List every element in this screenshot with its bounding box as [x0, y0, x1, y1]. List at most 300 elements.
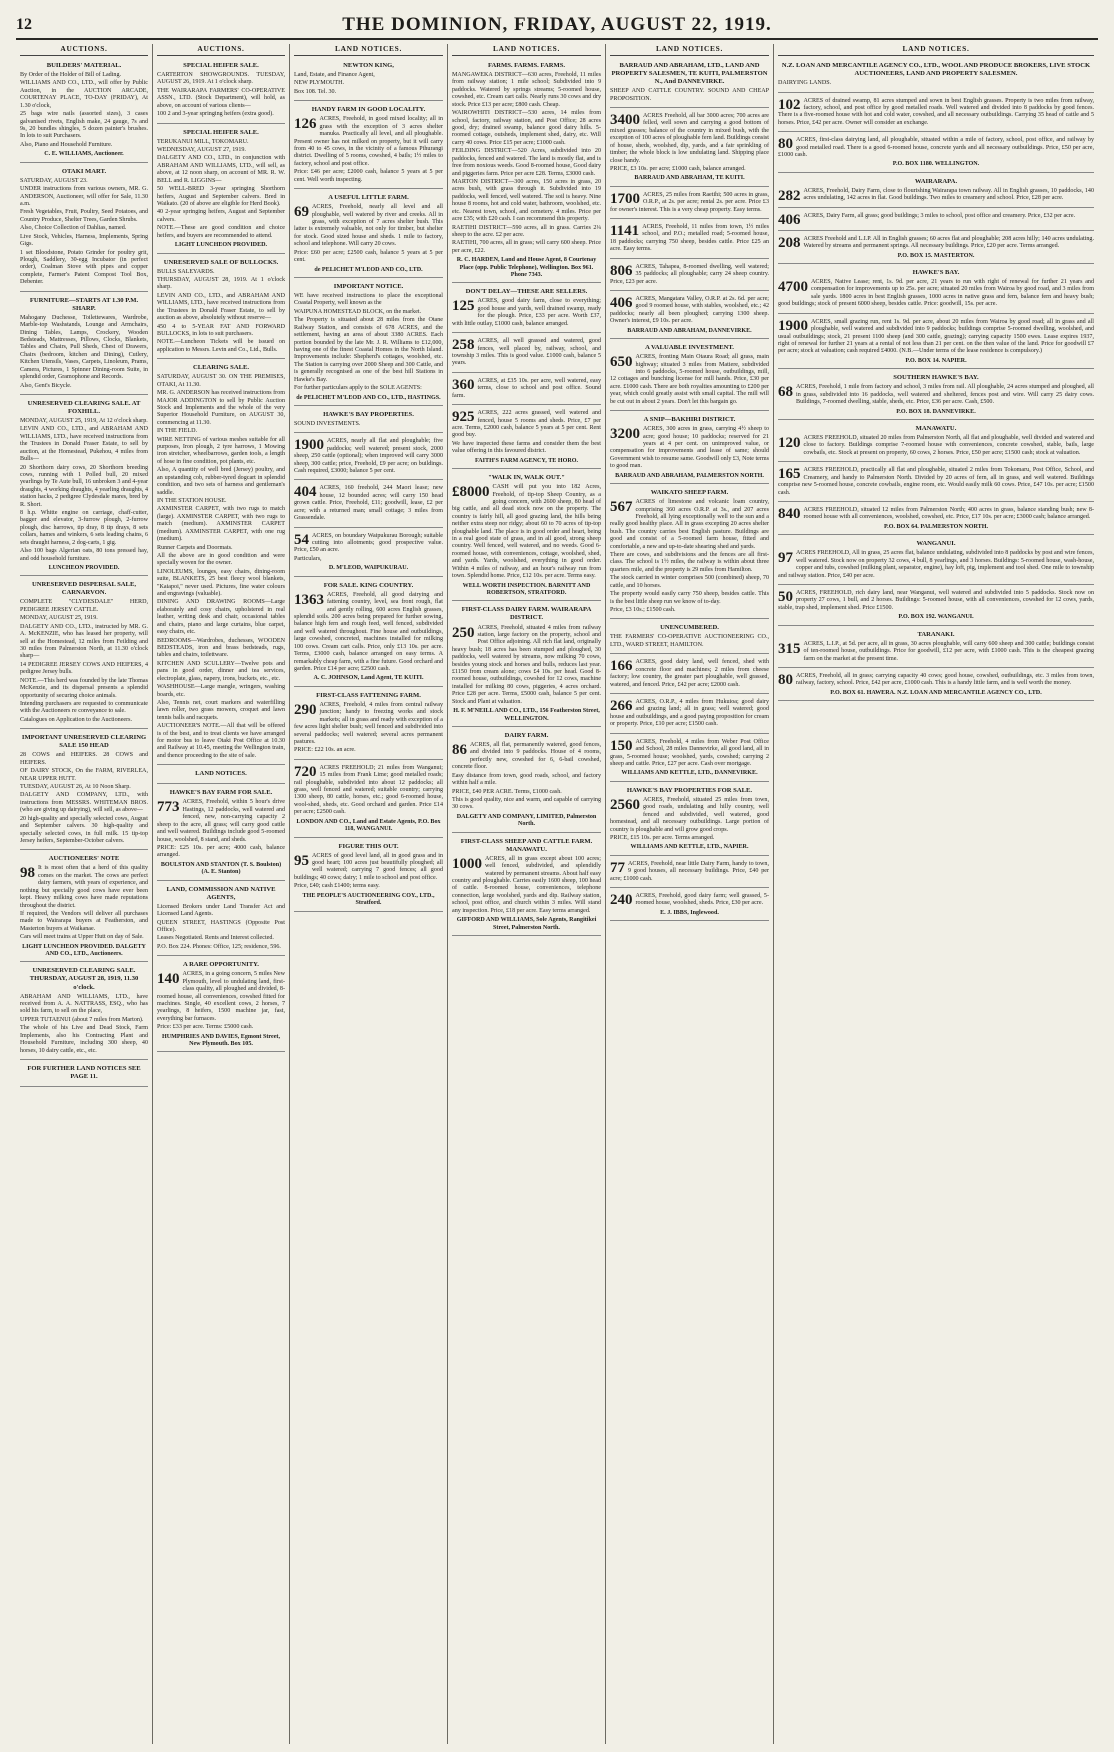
- ad-signature: P.O. BOX 64. PALMERSTON NORTH.: [884, 523, 988, 530]
- ad-text: ACRES, 25 miles from Raetihi; 500 acres in grass, O.R.P., at 2s. per acre; rental 2s. per acre. Price £3 for owner's interest. This is a very cheap property. Easy terms.: [610, 191, 769, 213]
- advertisement: [157, 59, 285, 124]
- ad-heading: FIRST-CLASS FATTENING FARM.: [316, 691, 421, 699]
- ad-heading: FARMS. FARMS. FARMS.: [487, 62, 566, 70]
- ad-text: Price: £60 per acre; £2500 cash, balance 5 years at 5 per cent.: [294, 249, 443, 264]
- ad-text: SATURDAY, AUGUST 23.: [20, 177, 88, 184]
- ad-text: Catalogues on Application to the Auctioneers.: [20, 716, 133, 723]
- ad-text: WEDNESDAY, AUGUST 27, 1919.: [157, 147, 246, 154]
- ad-acreage: 150: [610, 737, 633, 754]
- ad-signature: THE PEOPLE'S AUCTIONEERING COY., LTD., Stratford.: [302, 892, 435, 907]
- advertisement: [778, 464, 1094, 502]
- ad-text: ACRES, FREEHOLD, rich dairy land, near Wanganui, well watered and subdivided into 5 paddocks. Stock now on property 27 cows, 1 bull, and 2 horses. Buildings: 5-roomed house, with all conveniences, cowshed for 12 cows, yards, stable, trap shed, implement shed. Price £1500.: [778, 589, 1094, 611]
- column-heading: LAND NOTICES.: [294, 44, 443, 56]
- advertisement: [452, 375, 601, 405]
- ad-text: Price: £33 per acre. Terms: £5000 cash.: [157, 1024, 254, 1031]
- ad-heading: A USEFUL LITTLE FARM.: [328, 194, 409, 202]
- ad-text: OF DAIRY STOCK, On the FARM, RIVERLEA, NEAR UPPER HUTT.: [20, 768, 148, 782]
- ad-acreage: 95: [294, 852, 309, 869]
- ad-text: DALGETY AND CO., LTD., instructed by MR. G. A. McKENZIE, who has leased her property, will sell at the Homestead, 12 miles from Feilding and 30 miles from Palmerston North, at 11.30 o'clock sharp—: [20, 623, 148, 660]
- advertisement: [294, 103, 443, 189]
- ad-signature: P.O. BOX 192. WANGANUI.: [898, 614, 974, 621]
- ad-heading: CLEARING SALE.: [192, 364, 250, 372]
- ad-text: SHEEP AND CATTLE COUNTRY. SOUND AND CHEAP PROPOSITION.: [610, 88, 769, 102]
- ad-signature: D. M'LEOD, WAIPUKURAU.: [328, 565, 409, 572]
- ad-text: The property would easily carry 750 sheep, besides cattle. This is the best little sheep run we know of to-day.: [610, 591, 769, 605]
- column-heading: AUCTIONS.: [20, 44, 148, 56]
- advertisement: [778, 587, 1094, 626]
- ad-signature: A. C. JOHNSON, Land Agent, TE KUITI.: [313, 675, 424, 682]
- ad-acreage: 266: [610, 697, 633, 714]
- ad-text: ACRES, Freehold, Dairy Farm, close to flourishing Wairarapa town railway. All in English grasses, 10 paddocks, 140 acres undulating, 142 acres in flat. Good buildings. Two miles to creamery and school. Price, £28 per acre.: [803, 187, 1094, 202]
- advertisement: [452, 603, 601, 727]
- ad-signature: LUNCHEON PROVIDED.: [48, 565, 120, 571]
- advertisement: [20, 59, 148, 163]
- ad-text: ACRES, all in grass except about 100 acres; well fenced, subdivided, and splendidly watered by permanent streams. About half easy country and ploughable. Carries easily 1600 sheep, 100 head of cattle. 8-roomed house, conveniences, telephone connection, large woolshed, yards and dip. Railway station, school, post office, and church within 3 miles. Will stand any inspection. Price, £18 per acre. Easy terms arranged.: [452, 855, 601, 914]
- ad-text: ACRES, Mangatara Valley, O.R.P. at 2s. 6d. per acre; good 9 roomed house, with stables, woolshed, etc.; 42 paddocks; nearly all been ploughed; carrying 1300 sheep. Owner's interest, £9 10s. per acre.: [610, 295, 769, 325]
- ad-text: IN THE FIELD.: [157, 428, 197, 435]
- ad-acreage: 250: [452, 624, 475, 641]
- ad-text: ACRES, at £35 10s. per acre, well watered, easy terms, close to school and post office. Sound farm.: [452, 377, 601, 399]
- ad-signature: LIGHT LUNCHEON PROVIDED.: [174, 242, 268, 249]
- ad-text: Also 100 bags Algerian oats, 80 tons pressed hay, and odd household furniture.: [20, 548, 148, 562]
- ad-signature: WILLIAMS AND KETTLE, LTD., DANNEVIRKE.: [621, 770, 758, 777]
- ad-heading: UNENCUMBERED.: [660, 624, 719, 632]
- ad-heading: HAWKE'S BAY FARM FOR SALE.: [169, 789, 273, 797]
- ad-text: MONDAY, AUGUST 25, 1919, At 12 o'clock sharp.: [20, 417, 148, 424]
- ad-text: Box 108. Tel. 30.: [294, 88, 337, 95]
- ad-text: The whole of his Live and Dead Stock, Farm Implements, also his Contracting Plant and Household Furniture, including 300 sheep, 40 horses, 10 dairy cattle, etc., etc.: [20, 1025, 148, 1054]
- ad-text: The Property is situated about 28 miles from the Otane Railway Station, and consists of 678 ACRES, and the settlement, having an area of about 3380 ACRES. Each portion bounded by the late Mr. J. R. Williams to £12,000, having one of the finest Coastal Homes in the North Island. Improvements include: Shepherd's cottages, woolshed, etc. The Station is carrying over 2000 Sheep and 300 Cattle, and is generally recognised as one of the best hill Stations in Hawke's Bay.: [294, 317, 443, 383]
- ad-text: CARTERTON SHOWGROUNDS. TUESDAY, AUGUST 26, 1919. At 1 o'clock sharp.: [157, 72, 285, 86]
- ad-text: ACRES, Freehold, situated 4 miles from railway station, large factory on the property, school and Post Office adjoining. All rich flat land, originally heavy bush; 18 acres has been stumped and ploughed, 30 paddocks, well watered by streams, now milking 70 cows, besides young stock and horses and bulls, reduces last year. £1150 from cream alone; cows £4 10s. per head. Good 8-roomed house, outbuildings, cowshed for 12 cows, machine installed for milking 80 cows, piggeries, 4 acres orchard. Price £28 per acre. Terms, £5000 cash, balance 5 per cent. Stock and Plant at valuation.: [452, 624, 601, 705]
- ad-heading: HANDY FARM IN GOOD LOCALITY.: [311, 106, 426, 114]
- ad-text: AXMINSTER CARPET, with two rugs to match (large). AXMINSTER CARPET, with two rugs to match (medium). AXMINSTER CARPET (medium). AXMINSTER CARPET, with one rug (medium).: [157, 506, 285, 543]
- ad-acreage: 125: [452, 298, 475, 315]
- column-heading: LAND NOTICES.: [778, 44, 1094, 56]
- advertisement: [452, 335, 601, 373]
- ad-text: FEILDING DISTRICT—520 Acres, subdivided into 20 paddocks, fenced and watered. The land is mostly flat, and is free from noxious weeds. Good 8-roomed house, Good dairy and piggeries farm. Price per acre £28. Terms, £3000 cash.: [452, 148, 601, 177]
- ad-acreage: 1900: [294, 437, 324, 454]
- ad-text: BULLS SALEYARDS.: [157, 268, 215, 275]
- ad-acreage: 208: [778, 234, 801, 251]
- advertisement: [610, 486, 769, 619]
- advertisement: [20, 731, 148, 850]
- ad-text: Cars will meet trains at Upper Hutt on day of Sale.: [20, 934, 144, 941]
- ad-text: MARTON DISTRICT—300 acres, 150 acres in grass, 20 acres bush, with grass through it. Subdivided into 19 paddocks, well fenced, well watered. The soil is heavy. Nine house 8 rooms, hot and cold water, bathroom, woolshed, etc. etc. Nearest town, school, and cemetery. 4 miles. Price per acre £35; with £20 cash. I can recommend this property.: [452, 178, 601, 223]
- ad-text: THE FARMERS' CO-OPERATIVE AUCTIONEERING CO., LTD., WARD STREET, HAMILTON.: [610, 634, 769, 648]
- advertisement: [778, 59, 1094, 92]
- ad-heading: TARANAKI.: [917, 630, 955, 638]
- ad-heading: LAND, COMMISSION AND NATIVE AGENTS,: [166, 885, 276, 901]
- ad-text: BEDROOMS—Wardrobes, duchesses, WOODEN BEDSTEADS, iron and brass bedsteads, rugs, tables and chairs, toilettware.: [157, 637, 285, 659]
- ad-text: Licensed Brokers under Land Transfer Act and Licensed Land Agents.: [157, 903, 285, 918]
- advertisement: [610, 261, 769, 291]
- ad-text: Leases Negotiated. Rents and Interest collected.: [157, 935, 274, 942]
- ad-text: ACRES, nearly all flat and ploughable; five paddocks; well watered; present stock, 2000 sheep, 250 cattle (optional); when improved will carry 3000 sheep, 300 cattle; price, Freehold, £9 per acre; on buildings. Cash required, £3000; balance 5 per cent.: [294, 438, 443, 475]
- ad-text: P.O. Box 224. Phones: Office, 125; residence, 596.: [157, 943, 281, 950]
- ad-text: SATURDAY, AUGUST 30. ON THE PREMISES, OTAKI, At 11.30.: [157, 374, 285, 388]
- advertisement: [452, 407, 601, 469]
- ad-signature: WELL WORTH INSPECTION. BARNITT AND ROBERTSON, STRATFORD.: [462, 582, 591, 597]
- ad-text: ACRES FREEHOLD, practically all flat and ploughable, situated 2 miles from Tokomaru, Post Office, School, and Creamery, and handy to Palmerston North. Divided by 20 acres of fern, all in grass, and well watered. Buildings comprise new 5-roomed house, concrete cowbails, engine room, etc. Would easily milk 60 cows. Price, £47 10s. per acre; £1500 cash.: [778, 467, 1094, 496]
- ad-acreage: 720: [294, 763, 317, 780]
- advertisement: [20, 852, 148, 962]
- advertisement: [610, 621, 769, 654]
- ad-text: CASH will put you into 182 Acres, Freehold, of tip-top Sheep Country, as a going concern, with 2600 sheep, 80 head of big cattle, and all dead stock now on the property. The country is fairly hill, all good grazing land, the hills being neither extra steep nor ridgy; about 60 to 70 acres of tip-top ploughable land. The place is in good order and heart, being in a real good state of grass, and in all good, strong sheep country. Well fenced, well watered, and no weeds. Good 6-roomed house, with conveniences, cottage, woolshed, shed, and yards. Yards, woolshed, everything in good order. Within 4 miles of railway, and an hour's railway run from town. Splendid home. Price, £12 10s. per acre. Terms easy.: [452, 484, 601, 580]
- ad-acreage: 240: [610, 892, 633, 909]
- ad-heading: N.Z. LOAN AND MERCANTILE AGENCY CO., LTD., WOOL AND PRODUCE BROKERS, LIVE STOCK AUCTIONEERS, LAND AND PROPERTY SALESMEN.: [781, 62, 1091, 78]
- ad-heading: WAIRARAPA.: [914, 177, 958, 185]
- ad-text: Also, Gent's Bicycle.: [20, 382, 72, 389]
- ad-signature: DALGETY AND COMPANY, LIMITED, Palmerston North.: [456, 813, 597, 828]
- advertisement: [778, 210, 1094, 231]
- advertisement: [778, 95, 1094, 133]
- ad-heading: DON'T DELAY—THESE ARE SELLERS.: [465, 288, 588, 296]
- ad-text: ACRES, on boundary Waipukurau Borough; suitable cutting into allotments; good prospective value. Price, £50 an acre.: [294, 532, 443, 554]
- column-6: [774, 44, 1098, 1744]
- ad-text: Particulars,: [294, 555, 322, 562]
- ad-text: COMPLETE "CLYDESDALE" HERD, PEDIGREE JERSEY CATTLE.: [20, 599, 148, 613]
- advertisement: [610, 221, 769, 259]
- ad-text: MR. G. ANDERSON has received instructions from MAJOR ADDINGTON to sell by Public Auction Stock and Implements and the whole of the very Superior Household Furniture, on AUGUST 30, commencing at 11.30.: [157, 390, 285, 426]
- advertisement: [294, 59, 443, 101]
- ad-text: WIRE NETTING of various meshes suitable for all purposes, Iron plough, 2 tyre harrows, 1 Mowing iron stretcher, wheelbarrows, garden tools, a length of hose in fine condition, pot plants, etc.: [157, 436, 285, 465]
- ad-text: Mahogany Duchesse, Toilettewares, Wardrobe, Marble-top Washstands, Lounge and Armchairs, Dining Tables, Lamps, Crockery, Wooden Bedsteads, Mattresses, Pillows, Clocks, Blankets, Tables and Chairs, Pull Sheds, Chest of Drawers, Chairs (bedroom, kitchen and Dining), Cutlery, Kitchen Utensils, Vases, Carpets, Linoleum, Prams, Camera, Pictures, 1 Spinner Dining-room Suite, in splendid order, Gramophone and Records.: [20, 314, 148, 381]
- ad-heading: HAWKE'S BAY PROPERTIES FOR SALE.: [626, 786, 753, 794]
- advertisement: [157, 786, 285, 880]
- ad-signature: P.O. BOX 14. NAPIER.: [905, 357, 967, 364]
- ad-signature: BOULSTON AND STANTON (T. S. Boulston) (A. E. Stanton): [160, 861, 282, 876]
- ad-heading: A VALUABLE INVESTMENT.: [645, 344, 734, 352]
- advertisement: [20, 578, 148, 729]
- ad-text: ACRES, Dairy Farm, all grass; good buildings; 3 miles to school, post office and creamery. Price, £32 per acre.: [803, 212, 1076, 219]
- ad-text: ACRES, in a going concern, 5 miles New Plymouth, level to undulating land, first-class quality, all ploughed and divided, 8-roomed house, all conveniences, cowshed fitted for machines. Single, 40 excellent cows, 2 horses, 7 yearlings, 8 heifers, 1500 machine jar, fast, everything bar furnaces.: [157, 971, 285, 1022]
- ad-heading: HAWKE'S BAY PROPERTIES.: [323, 410, 414, 418]
- ad-text: ACRES, all well grassed and watered, good fences, well placed by, railway, school, and township 3 miles. This is good value. £1000 cash, balance 5 years.: [452, 338, 601, 367]
- ad-heading: WANGANUI.: [916, 540, 956, 548]
- ad-text: ACRES, L.I.P., at 5d. per acre, all in grass, 30 acres ploughable, will carry 600 sheep and 300 cattle; buildings consist of ten-roomed house, outbuildings. Price for goodwill, £12 per acre, with £1000 cash. This is the cheapest grazing farm on the market at the present time.: [803, 640, 1094, 662]
- ad-acreage: 166: [610, 658, 633, 675]
- advertisement: [294, 435, 443, 480]
- ad-heading: SOUTHERN HAWKE'S BAY.: [893, 374, 979, 382]
- ad-acreage: 98: [20, 865, 35, 882]
- ad-acreage: 650: [610, 354, 633, 371]
- ad-text: ACRES, 160 freehold, 244 Maori lease; new house, 12 bounded acres; will carry 150 head grown cattle. Price, Freehold, £11; goodwill, lease, £2 per acre; with a returned man; small cottage; 3 miles from Grassendale.: [294, 485, 443, 522]
- ad-signature: R. C. HARDEN, Land and House Agent, 8 Courtenay Place (opp. Public Telephone), Wellington. Box 961. Phone 7343.: [456, 257, 597, 279]
- ad-text: DALGETY AND COMPANY, LTD., with instructions from MESSRS. WHITEMAN BROS. (who are giving up dairying), will sell, as above—: [20, 792, 148, 814]
- ad-text: ACRES, Freehold, in good mixed locality; all in grass with the exception of 3 acres shelter manuka. Practically all level, and all ploughable. Present owner has not milked on property, but it will carry from 40 to 45 cows, in the vicinity of a famous Pihurangi district. Dwelling of 5 rooms, cowshed, 4 bails; 1½ miles to factory, school and post office.: [294, 116, 443, 167]
- ad-text: There are cows, and subdivisions and the fences are all first-class. The school is 1½ miles, the railway is within about three quarters mile, and the property is 29 miles from Hamilton.: [610, 552, 769, 573]
- advertisement: [610, 656, 769, 694]
- ad-acreage: 404: [294, 484, 317, 501]
- ad-text: SOUND INVESTMENTS.: [294, 420, 361, 427]
- ad-text: ACRES FREEHOLD, situated 12 miles from Palmerston North; 400 acres in grass, balance standing bush; new 8-roomed house with all conveniences, woolshed, cowshed, etc. Price, £17 10s. per acre; £3000 cash; balance arranged.: [803, 506, 1094, 521]
- ad-text: ACRES, Tahapea, 8-roomed dwelling, well watered; 35 paddocks; all ploughable; carry 24 sheep country. Price, £23 per acre.: [610, 263, 769, 285]
- ad-heading: UNRESERVED CLEARING SALE. AT FOXHILL.: [27, 399, 141, 415]
- advertisement: [452, 59, 601, 283]
- ad-text: ACRES, 300 acres in grass, carrying 4½ sheep to acre; good house; 10 paddocks; reserved for 21 years at 4 per cent. on unimproved value, or compensation for improvements and lease of same; should Government wish to resume same. Goodwill only £3, Note terms to good man.: [610, 426, 769, 470]
- ad-heading: IMPORTANT UNRESERVED CLEARING SALE 150 HEAD: [21, 734, 147, 750]
- column-4: [448, 44, 606, 1744]
- ad-text: By Order of the Holder of Bill of Lading.: [20, 72, 122, 79]
- ad-heading: LAND NOTICES.: [195, 770, 247, 778]
- advertisement: [610, 189, 769, 219]
- ad-acreage: £8000: [452, 484, 490, 501]
- advertisement: [452, 471, 601, 601]
- ad-text: KITCHEN AND SCULLERY—Twelve pots and pans in good order, dinner and tea services, electroplate, glass, napery, irons, buckets, etc., etc.: [157, 660, 285, 682]
- ad-text: ACRES, first-class dairying land, all ploughable, situated within a mile of factory, school, post office, and railway by good metalled road. There is a good 6-roomed house, concrete yards and all necessary outbuildings. Price, £50 per acre, £1000 cash.: [778, 137, 1094, 159]
- advertisement: [610, 293, 769, 339]
- ad-heading: DAIRY FARM.: [504, 731, 549, 739]
- ad-acreage: 1000: [452, 855, 482, 872]
- ad-text: ACRES, small grazing run, rent 1s. 9d. per acre, about 20 miles from Wairoa by good road; all in grass and all ploughable, well watered and subdivided into 9 paddocks; buildings comprise 5-roomed dwelling, woolshed, and usual outbuildings; stock, 21 present 1100 sheep (and 300 cattle, grazing); carrying capacity 1500 ewes. Lease expires 1937, right of renewal for further 21 years at a rental of not less than 21 per cent. on the then value of the land. Price for goodwill £7 per acre; stock at valuation; cash required £4000. (N.B.—Under terms of the lease residence is compulsory.): [778, 318, 1094, 355]
- ad-acreage: 1141: [610, 223, 640, 240]
- advertisement: [294, 762, 443, 838]
- ad-signature: WILLIAMS AND KETTLE, LTD., NAPIER.: [630, 844, 749, 851]
- ad-text: NOTE.—Luncheon Tickets will be issued on application to Messrs. Levin and Co., Ltd., Bulls.: [157, 339, 285, 353]
- ad-heading: FIGURE THIS OUT.: [338, 842, 399, 850]
- ad-text: LEVIN AND CO., LTD., and ABRAHAM AND WILLIAMS, LTD., have received instructions from the Trustees in Donald Fraser Estate, to sell by auction as above, absolutely without reserve—: [157, 292, 285, 322]
- ad-text: 40 2-year springing heifers, August and September calvers.: [157, 209, 285, 223]
- ad-text: Price, £3 10s.; £1500 cash.: [610, 607, 676, 613]
- ad-acreage: 3200: [610, 426, 640, 443]
- ad-text: ACRES, Freehold, 11 miles from town, 1½ miles school, and P.O.; metalled road; 5-roomed house, 18 paddocks; carrying 750 sheep, besides cattle. Price £25 an acre. Easy terms.: [610, 224, 769, 253]
- advertisement: [157, 883, 285, 957]
- ad-text: PRICE: £22 10s. an acre.: [294, 747, 356, 754]
- advertisement: [610, 736, 769, 782]
- ad-heading: BUILDERS' MATERIAL.: [46, 62, 122, 70]
- ad-acreage: 97: [778, 550, 793, 567]
- ad-text: ACRES, Native Lease; rent, 1s. 9d. per acre, 21 years to run with right of renewal for further 21 years and compensation for improvements up to 25s. per acre; situated 20 miles from Wairoa by good road, and 3 miles from sale yards. 1800 acres in best English grasses, 1000 acres in native grass and fern, balance fern and heavy bush; good buildings; stock of present 6000 sheep, besides cattle. Price: goodwill, 15s. per acre.: [778, 279, 1094, 308]
- ad-text: ACRES, Freehold, 4 miles from central railway junction; handy to freezing works and stock markets; all in grass and ready with exception of a few acres light shelter bush; well fenced and subdivided into several paddocks; well watered; several acres permanent pastures.: [294, 701, 443, 745]
- ad-text: ACRES, all flat, permanently watered, good fences, and divided into 9 paddocks. House of 4 rooms, perfectly new, cowshed for 6, 6-bail cowshed, concrete floor.: [452, 742, 601, 771]
- ad-text: MANGAWEKA DISTRICT—630 acres, Freehold, 11 miles from railway station; 1 mile school; Subdivided into 9 paddocks. Watered by springs streams; 5-roomed house, cowshed, etc. Cream cart calls. Nearly runs 30 cows and dry stock. Price £13 per acre; £800 cash. Cheap.: [452, 72, 601, 108]
- ad-text: ACRES of good level land, all in good grass and in good heart; 100 acres just beautifully ploughed; all well watered; carrying 7 good fences; all good buildings; 40 cows; dairy; 1 mile to school and post office.: [294, 852, 443, 881]
- ad-text: TUESDAY, AUGUST 26, At 10 Noon Sharp.: [20, 783, 131, 790]
- ad-text: ACRES, Freehold, 1 mile from factory and school, 3 miles from rail. All ploughable, 24 acres stumped and ploughed, all in grass, subdivided into 16 paddocks, well watered and sheltered, fences post and wire. Will carry 25 dairy cows. Buildings, 7-roomed dwelling, stable, sheds, etc. Price, £36 per acre. Cash, £500.: [796, 384, 1094, 406]
- ad-text: Fresh Vegetables, Fruit, Poultry, Seed Potatoes, and Country Produce, Shelter Trees, Garden Shrubs.: [20, 209, 148, 223]
- ad-acreage: 140: [157, 971, 180, 988]
- ad-heading: SPECIAL HEIFER SALE.: [183, 62, 259, 70]
- ad-heading: IMPORTANT NOTICE.: [333, 282, 404, 290]
- ad-text: 20 high-quality and specially selected cows, August and September calvers. 30 high-quality and specially selected cows, in full milk. 15 tip-top Jersey heifers, September-October calvers.: [20, 815, 148, 844]
- ad-acreage: 80: [778, 136, 793, 153]
- ad-text: ACRES, Freehold, near little Dairy Farm, handy to town, 9 good houses, all necessary buildings. Price, £40 per acre; £1000 cash.: [610, 860, 769, 882]
- ad-text: 8 h.p. Whitte engine on carriage, chaff-cutter, bagger and elevator, 3-furrow plough, 2-furrow plough, disc harrows, tip dray, 8 tip drays, 8 sets collars, hames and winkers, 6 sets leading chains, 6 sets draught harness, 2 dog-carts, 1 gig.: [20, 510, 148, 546]
- ad-text: ACRES, Freehold, situated 25 miles from town, good roads, undulating and hilly country, well fenced and subdivided, well watered, good homestead, and all necessary outbuildings. Large portion of country is ploughable and will grow good crops.: [610, 796, 769, 833]
- ad-acreage: 80: [778, 671, 793, 688]
- ad-text: ACRES, 222 acres grassed, well watered and fenced, house 5 rooms and sheds. Price, £7 per acre. Terms, £2000 cash, balance 5 years at 5 per cent. Rent good buy.: [452, 410, 601, 439]
- ad-acreage: 1900: [778, 317, 808, 334]
- advertisement: [778, 134, 1094, 173]
- ad-text: ACRES FREEHOLD, situated 20 miles from Palmerston North, all flat and ploughable, well divided and watered and close to factory. Buildings comprise 7-roomed house with conveniences, concrete cowshed, stable, bails, large cowbails, etc. Stock at present on property, 60 cows, 2 horses. Price, £50 per acre; £1500 cash; stock at valuation.: [803, 435, 1094, 456]
- ad-acreage: 50: [778, 588, 793, 605]
- ad-text: For further particulars apply to the SOLE AGENTS:: [294, 385, 422, 392]
- ad-text: ACRES of limestone and volcanic loam country, comprising 360 acres O.R.P. at 3s., and 207 acres Freehold, all lying exceptionally well to the sun and a really good healthy place. All in grass excepting 20 acres shelter bush. The country carries best English pasture. Buildings are good and consist of a 5-roomed farm house, fitted and comfortable, a new and up-to-date shearing shed and yards.: [610, 499, 769, 550]
- ad-signature: BARRAUD AND ABRAHAM, DANNEVIRKE.: [627, 327, 752, 334]
- advertisement: [157, 767, 285, 784]
- advertisement: [294, 408, 443, 433]
- ad-text: 28 COWS and HEIFERS. 28 COWS and HEIFERS.: [20, 752, 148, 766]
- ad-text: It is most often that a herd of this quality comes on the market. The cows are perfect dairy farmers, with years of experience, and nothing but specially good cows have ever been kept. Heavy milking cows have made reputations throughout the district.: [20, 865, 148, 909]
- ad-heading: FIRST-CLASS DAIRY FARM. WAIRARAPA DISTRICT.: [461, 606, 592, 622]
- ad-text: We have inspected these farms and consider them the best value offering in this favoured district.: [452, 440, 601, 455]
- ad-heading: A SNIP—BAKHIRI DISTRICT.: [643, 416, 736, 424]
- advertisement: [610, 341, 769, 411]
- ad-signature: de PELICHET M'LEOD AND CO., LTD., HASTINGS.: [296, 394, 441, 401]
- ad-acreage: 3400: [610, 111, 640, 128]
- ad-text: QUEEN STREET, HASTINGS (Opposite Post Office).: [157, 919, 285, 933]
- ad-heading: SPECIAL HEIFER SALE.: [183, 128, 259, 136]
- ad-acreage: 86: [452, 742, 467, 759]
- ad-heading: FURNITURE—STARTS AT 1.30 P.M. SHARP.: [29, 296, 139, 312]
- ad-acreage: 102: [778, 96, 801, 113]
- advertisement: [610, 110, 769, 187]
- ad-heading: FIRST-CLASS SHEEP AND CATTLE FARM. MANAWATU.: [460, 837, 593, 853]
- advertisement: [778, 316, 1094, 370]
- ad-acreage: 54: [294, 531, 309, 548]
- advertisement: [778, 537, 1094, 585]
- advertisement: [157, 126, 285, 254]
- ad-heading: UNRESERVED CLEARING SALE. THURSDAY, AUGUST 28, 1919, 11.30 o'clock.: [29, 967, 139, 991]
- ad-text: PRICE, £15 10s. per acre. Terms arranged.: [610, 834, 715, 841]
- advertisement: [778, 233, 1094, 264]
- column-3: [290, 44, 448, 1744]
- ad-signature: P.O. BOX 61. HAWERA. N.Z. LOAN AND MERCANTILE AGENCY CO., LTD.: [830, 689, 1042, 696]
- ad-acreage: 120: [778, 435, 801, 452]
- advertisement: [778, 266, 1094, 314]
- advertisement: [778, 422, 1094, 462]
- ad-heading: OTAKI MART.: [61, 167, 107, 175]
- ad-text: Easy distance from town, good roads, school, and factory within half a mile.: [452, 772, 601, 787]
- advertisement: [452, 285, 601, 333]
- ad-acreage: 165: [778, 466, 801, 483]
- column-1: [16, 44, 153, 1744]
- ad-signature: H. F. M'NEILL AND CO., LTD., 156 Featherston Street, WELLINGTON.: [453, 708, 600, 722]
- ad-text: ACRES, Freehold, good dairy farm; well grassed, 5-roomed house, woolshed, sheds. Price, £30 per acre.: [635, 893, 769, 907]
- column-heading: LAND NOTICES.: [452, 44, 601, 56]
- ad-text: Also, Tennis net, court markers and waterfilling lawn roller, two grass mowers, croquet and lawn tennis balls and racquets.: [157, 699, 285, 721]
- ad-text: Also, A quantity of well bred (Jersey) poultry, and an upstanding cob, rubber-tyred dogcart in splendid condition, and two sets of harness and gentleman's saddle.: [157, 467, 285, 496]
- ad-text: Intending purchasers are requested to communicate with the Auctioneers re conveyance to sale.: [20, 700, 148, 715]
- advertisement: [294, 530, 443, 577]
- ad-text: PRICE, £3 10s. per acre; £1000 cash, balance arranged.: [610, 165, 746, 172]
- ad-text: IN THE STATION HOUSE.: [157, 497, 227, 504]
- ad-text: MONDAY, AUGUST 25, 1919.: [20, 615, 98, 622]
- ad-text: Live Stock, Vehicles, Harness, Implements, Spring Gigs.: [20, 233, 148, 248]
- ad-signature: LIGHT LUNCHEON PROVIDED. DALGETY AND CO., LTD., Auctioneers.: [22, 943, 146, 958]
- advertisement: [294, 689, 443, 760]
- ad-acreage: 258: [452, 337, 475, 354]
- column-2: [153, 44, 290, 1744]
- ad-text: PRICE: £25 10s. per acre; 4000 cash, balance arranged.: [157, 844, 285, 859]
- ad-heading: UNRESERVED DISPERSAL SALE, CARNARVON.: [31, 581, 136, 597]
- ad-acreage: 69: [294, 204, 309, 221]
- ad-acreage: 406: [610, 294, 633, 311]
- ad-signature: FAITH'S FARM AGENCY, TE HORO.: [474, 457, 579, 464]
- ad-text: 1 set Bloodstone, Potato Grinder for poultry grit, Plough, Saddlery, 30-egg Incubator (in perfect order), Coalman Stove with pipes and copper complete, Farmer's Patent Compost Tool Box, Debenter.: [20, 249, 148, 286]
- ad-signature: GIFFORD AND WILLIAMS, Sole Agents, Rangitikei Street, Palmerston North.: [456, 917, 597, 931]
- advertisement: [20, 1062, 148, 1087]
- ad-signature: C. E. WILLIAMS, Auctioneer.: [44, 151, 124, 158]
- ad-heading: "WALK IN, WALK OUT.": [488, 474, 565, 482]
- column-5: [606, 44, 774, 1744]
- ad-text: ACRES Freehold and L.I.P. All in English grasses; 60 acres flat and ploughable; 208 acres hilly; 140 acres undulating. Watered by streams and permanent springs. All necessary buildings. Price, £20 per acre. Terms arranged.: [803, 235, 1094, 250]
- ad-acreage: 840: [778, 505, 801, 522]
- advertisement: [610, 413, 769, 484]
- ad-text: 450 4 to 5-YEAR FAT AND FORWARD BULLOCKS, in lots to suit purchasers.: [157, 323, 285, 337]
- ad-text: PRICE, £40 PER ACRE. Terms, £1000 cash.: [452, 788, 562, 795]
- ad-text: 14 PEDIGREE JERSEY COWS AND HEIFERS, 4 pedigree Jersey bulls.: [20, 661, 148, 676]
- ad-text: ACRES, Freehold, within 5 hour's drive Hastings, 12 paddocks, well watered and fenced, new, non-carrying capacity 2 sheep to the acre, all grass; will carry good cattle and well watered. Buildings include good 5-roomed house, woolshed, 8 stand, and sheds.: [157, 799, 285, 843]
- advertisement: [20, 397, 148, 577]
- ad-signature: BARRAUD AND ABRAHAM, PALMERSTON NORTH.: [615, 472, 764, 479]
- ad-text: WE have received instructions to place the exceptional Coastal Property, well known as the: [294, 293, 443, 307]
- advertisement: [294, 191, 443, 278]
- ad-acreage: 68: [778, 384, 793, 401]
- advertisement: [778, 628, 1094, 668]
- ad-text: Land, Estate, and Finance Agent,: [294, 72, 375, 79]
- ad-text: ACRES, fronting Main Otaura Road; all grass, main highway; situated 3 miles from Matiere, subdivided into 6 paddocks, 5-roomed house, outbuildings, mill, 12 cottages and bunching license for mill hands. Price, £30 per acre. £1000 cash. There are both royalties amounting to £200 per year, which could greatly assist with small capital. The mill will be cut out in about 2 years. Don't let this bargain go.: [610, 354, 769, 405]
- ad-heading: WAIKATO SHEEP FARM.: [650, 489, 729, 497]
- ad-heading: AUCTIONEERS' NOTE: [48, 855, 120, 863]
- ad-text: LINOLEUMS, lounges, easy chairs, dining-room suite, BLANKETS, 25 best fleecy wool blankets, "Kaiapoi," never used. Pictures, fine water colours and engravings (valuable).: [157, 568, 285, 598]
- ad-text: THURSDAY, AUGUST 28, 1919. At 1 o'clock sharp.: [157, 276, 285, 291]
- ad-acreage: 773: [157, 799, 180, 816]
- advertisement: [452, 729, 601, 833]
- ad-text: DINING AND DRAWING ROOMS—Large elaborately and cosy chairs, upholstered in real leather, writing desk and chair, occasional tables and chairs, piano and large curtains, blue carpet, easy chairs, etc.: [157, 599, 285, 636]
- ad-text: ACRES, Freehold, all good dairying and fattening country, level, sea front rough, flat and gently rolling, 600 acres English grasses, splendid soils. 200 acres being prepared for further sowing, balance high fern and rough feed, well fenced, subdivided and well watered throughout. Fine house and outbuildings, large cowshed, concreted, machines installed for milking 100 cows. Cream cart calls. Price, only £13 10s. per acre. Terms, £3000 cash, balance arranged on easy terms. A remarkably cheap farm, with a fine future. Good orchard and garden. Price £14 per acre; £2500 cash.: [294, 591, 443, 672]
- ad-acreage: 360: [452, 376, 475, 393]
- advertisement: [157, 361, 285, 765]
- advertisement: [452, 835, 601, 936]
- advertisement: [294, 280, 443, 406]
- ad-text: Price, £40; cash £1400; terms easy.: [294, 883, 380, 890]
- ad-heading: MANAWATU.: [915, 425, 957, 432]
- advertisement: [20, 165, 148, 292]
- ad-text: ACRES of drained swamp, 81 acres stumped and sown in best English grasses. Property is two miles from railway, factory, school, and post office by good metalled roads. Well watered and divided into 8 paddocks by good fences. There is a five-roomed house with hot and cold water, cowshed, and all necessary outbuildings. Carrying 35 head of cattle and 5 horses. Price, £42 per acre. Owner will consider an exchange.: [778, 97, 1094, 126]
- ad-heading: FOR SALE. KING COUNTRY.: [323, 581, 414, 589]
- ad-signature: P.O. BOX 1180. WELLINGTON.: [892, 161, 980, 168]
- newspaper-title: THE DOMINION, FRIDAY, AUGUST 22, 1919.: [342, 14, 772, 35]
- advertisement: [294, 482, 443, 527]
- ad-text: ACRES FREEHOLD; 21 miles from Wanganui; 15 miles from Frank Lime; good metalled roads; rail ploughable, subdivided into about 12 paddocks; all grass, well fenced and watered; suitable country; carrying 1300 sheep, 80 cattle, horses, etc.; good 6-roomed house, wool-shed, sheds, etc. Good orchard and garden. Price £14 per acre; £2500 cash.: [294, 764, 443, 816]
- ad-text: RAETIHI DISTRICT—590 acres, all in grass. Carries 2¼ sheep to the acre. £2 per acre.: [452, 224, 601, 238]
- ad-text: If required, the Vendors will deliver all purchases made to Wairarapa buyers at Featherston, and Masterton buyers at Waikanae.: [20, 910, 148, 932]
- ad-acreage: 925: [452, 409, 475, 426]
- ad-text: ACRES FREEHOLD, All in grass, 25 acres flat, balance undulating, subdivided into 8 paddocks by post and wire fences, well watered. Stock now on property 32 cows, 4 bull, 8 yearlings, and 3 horses. Buildings: 5-roomed house, wash-house, copper and tubs, cowshed (milking plant, separator, engine), hay loft, pig, implement and tool shed. One mile to township and railway station. Price, £40 per acre.: [778, 550, 1094, 579]
- advertisement: [157, 256, 285, 360]
- ad-text: WAIPUNA HOMESTEAD BLOCK, on the market.: [294, 308, 422, 315]
- ad-text: Price: £46 per acre; £2000 cash, balance 5 years at 5 per cent. Well worth inspecting.: [294, 169, 443, 183]
- ad-text: THE WAIRARAPA FARMERS' CO-OPERATIVE ASSN., LTD. (Stock Department), will hold, as above, on account of various clients—: [157, 87, 285, 109]
- ad-text: 25 bags wire nails (assorted sizes), 3 cases galvanised rivets, English make, 24 gauge, 7s and 9s, 20 bundles shingles, 5 dozen painter's brushes. In lots to suit Purchasers.: [20, 111, 148, 140]
- ad-text: UPPER TUTAENUI (about 7 miles from Marton).: [20, 1016, 144, 1023]
- ad-acreage: 806: [610, 262, 633, 279]
- ad-text: ABRAHAM AND WILLIAMS, LTD., have received from A. A. NATTRASS, ESQ., who has sold his farm, to sell on the place,: [20, 993, 148, 1015]
- ad-acreage: 315: [778, 640, 801, 657]
- ad-text: 20 Shorthorn dairy cows, 20 Shorthorn breeding cows, running with 1 Polled bull, 20 mixed yearlings by Te Aute bull, 16 unbroken 3 and 4-year draughts, 4 working draughts, 4 yearling draughts, 4 station hacks, 2 pedigree Clydesdale mares, bred by R. Short.: [20, 464, 148, 508]
- ad-text: WAIROWHITI DISTRICT—530 acres, 14 miles from school, factory, railway station, and Post Office; 28 acres good, dry; drained swamp, balance good dairy hills. 5-roomed cottage, outsheds, implement shed, dairy, etc. Will carry 40 cows. Price £15 per acre; £1000 cash.: [452, 110, 601, 146]
- ad-heading: BARRAUD AND ABRAHAM, LTD., LAND AND PROPERTY SALESMEN, TE KUITI, PALMERSTON N., And DANNEVIRKE.: [611, 62, 768, 86]
- advertisement: [294, 579, 443, 687]
- ad-text: NOTE.—This herd was founded by the late Thomas McKenzie, and its dispersal presents a splendid opportunity of securing choice animals.: [20, 677, 148, 699]
- advertisement: [610, 890, 769, 921]
- ad-heading: HAWKE'S BAY.: [912, 269, 960, 277]
- ad-text: ACRES, good dairy land, well fenced, shed with concrete floor and machines; 2 miles from cheese factory; low country, the greater part ploughable, well grassed, watered, and fenced. Price, £42 per acre; £2000 cash.: [610, 659, 769, 688]
- advertisement: [294, 840, 443, 912]
- ad-text: ACRES, O.R.P., 4 miles from Hukuioa; good dairy and grazing land; all in grass; well watered; good house and outbuildings, and a good paying proposition for cream or property. Price, £10 per acre; £1500 cash.: [610, 698, 769, 728]
